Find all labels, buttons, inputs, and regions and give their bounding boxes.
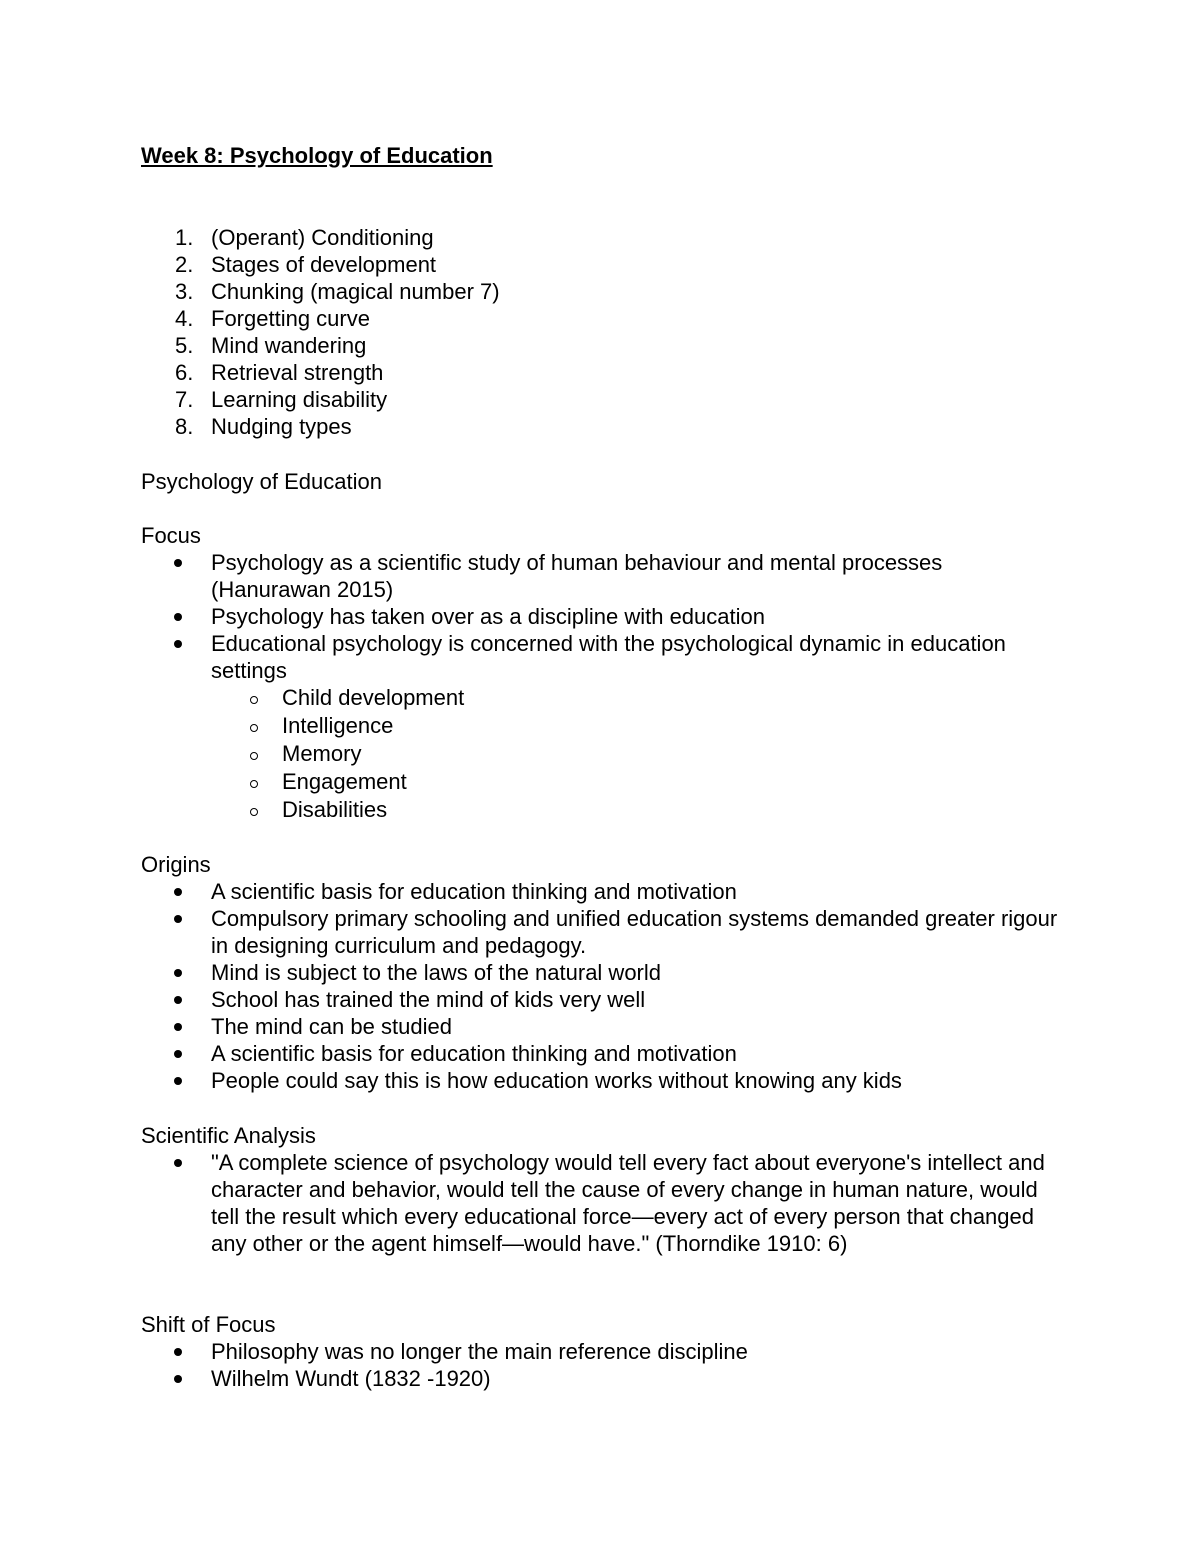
section-heading: Scientific Analysis xyxy=(141,1123,316,1148)
section-heading: Origins xyxy=(141,852,211,877)
bullet-list xyxy=(141,878,1060,1094)
section-heading: Psychology of Education xyxy=(141,469,382,494)
list-item: Psychology has taken over as a discipline with education xyxy=(141,603,1060,630)
bullet-icon xyxy=(174,1159,182,1167)
bullet-icon xyxy=(174,1375,182,1383)
circle-bullet-icon xyxy=(250,696,258,704)
list-item: Wilhelm Wundt (1832 -1920) xyxy=(141,1365,1060,1392)
list-item: Mind is subject to the laws of the natural world xyxy=(141,959,1060,986)
bullet-icon xyxy=(174,996,182,1004)
analysis-section xyxy=(141,1122,1060,1257)
bullet-icon xyxy=(174,640,182,648)
list-item: Intelligence xyxy=(141,712,1060,740)
list-item: Disabilities xyxy=(141,796,1060,824)
list-item: 8. Nudging types xyxy=(175,414,352,439)
list-item: 2. Stages of development xyxy=(175,252,437,277)
list-item: 1. (Operant) Conditioning xyxy=(175,225,434,250)
circle-bullet-icon xyxy=(250,724,258,732)
bullet-list xyxy=(141,549,1060,824)
circle-bullet-icon xyxy=(250,780,258,788)
origins-section xyxy=(141,851,1060,1094)
circle-bullet-icon xyxy=(250,808,258,816)
bullet-icon xyxy=(174,969,182,977)
list-item: A scientific basis for education thinking and motivation xyxy=(141,878,1060,905)
list-item: Engagement xyxy=(141,768,1060,796)
section-intro xyxy=(141,468,1060,495)
list-item: Compulsory primary schooling and unified education systems demanded greater rigour in designing curriculum and pedagogy. xyxy=(141,905,1060,959)
shift-section xyxy=(141,1311,1060,1392)
focus-section xyxy=(141,522,1060,824)
list-item: Philosophy was no longer the main reference discipline xyxy=(141,1338,1060,1365)
list-item: 4. Forgetting curve xyxy=(175,306,370,331)
list-item: Child development xyxy=(141,684,1060,712)
bullet-icon xyxy=(174,915,182,923)
list-item: 6. Retrieval strength xyxy=(175,360,384,385)
list-item: People could say this is how education works without knowing any kids xyxy=(141,1067,1060,1094)
list-item: Educational psychology is concerned with the psychological dynamic in education settings Child development Intelligence Memory Engagement Disabilities xyxy=(141,630,1060,824)
list-item: "A complete science of psychology would tell every fact about everyone's intellect and character and behavior, would tell the cause of every change in human nature, would tell the result which every educational force—every act of every person that changed any other or the agent himself—would have." (Thorndike 1910: 6) xyxy=(141,1149,1060,1257)
bullet-icon xyxy=(174,888,182,896)
list-item: 5. Mind wandering xyxy=(175,333,367,358)
list-item: 3. Chunking (magical number 7) xyxy=(175,279,500,304)
bullet-icon xyxy=(174,613,182,621)
list-item: The mind can be studied xyxy=(141,1013,1060,1040)
circle-bullet-icon xyxy=(250,752,258,760)
document-title: Week 8: Psychology of Education xyxy=(141,143,493,168)
bullet-list xyxy=(141,1149,1060,1257)
bullet-icon xyxy=(174,1023,182,1031)
bullet-list xyxy=(141,1338,1060,1392)
list-item: School has trained the mind of kids very well xyxy=(141,986,1060,1013)
bullet-icon xyxy=(174,1077,182,1085)
list-item: 7. Learning disability xyxy=(175,387,388,412)
bullet-icon xyxy=(174,1050,182,1058)
bullet-icon xyxy=(174,559,182,567)
list-item: A scientific basis for education thinking and motivation xyxy=(141,1040,1060,1067)
section-heading: Shift of Focus xyxy=(141,1312,276,1337)
section-heading: Focus xyxy=(141,523,201,548)
topic-list xyxy=(141,224,500,440)
list-item: Psychology as a scientific study of human behaviour and mental processes (Hanurawan 2015) xyxy=(141,549,1060,603)
bullet-icon xyxy=(174,1348,182,1356)
list-item: Memory xyxy=(141,740,1060,768)
sub-bullet-list xyxy=(141,684,1060,824)
